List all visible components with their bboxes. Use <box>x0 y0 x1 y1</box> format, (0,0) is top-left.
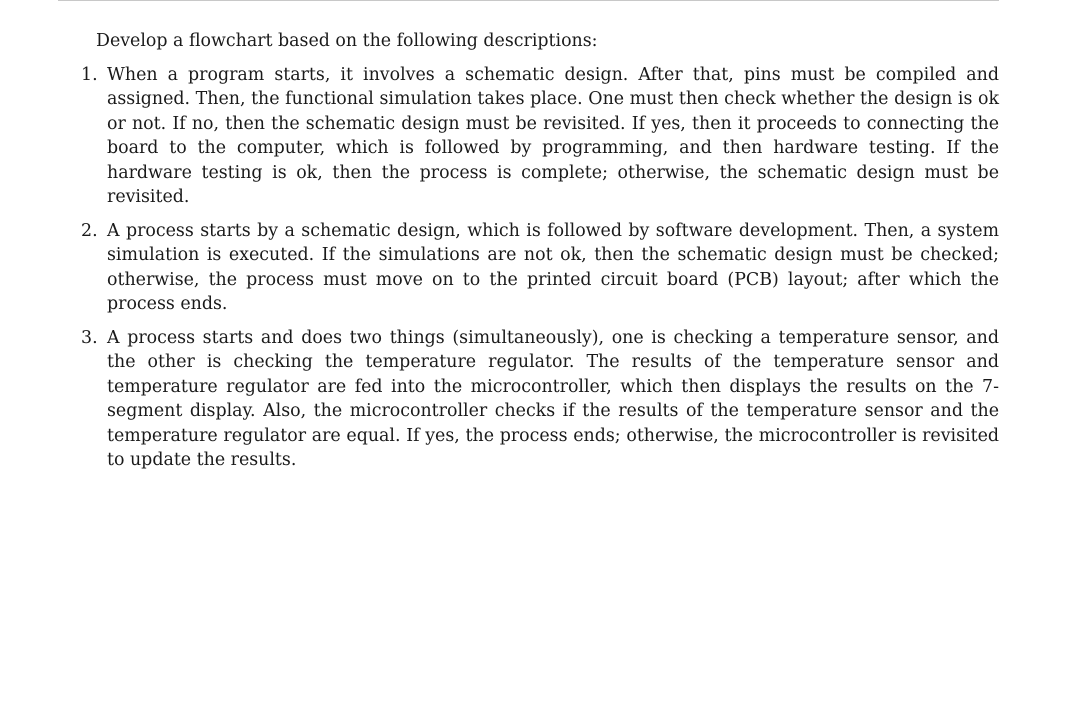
instructions-heading: Develop a flowchart based on the following descriptions: <box>96 31 598 51</box>
list-item-number: 2. <box>81 220 98 241</box>
list-item-number: 3. <box>81 327 98 348</box>
description-list <box>81 63 999 473</box>
list-item <box>81 219 999 317</box>
list-item <box>81 63 999 210</box>
list-item-text: When a program starts, it involves a schematic design. After that, pins must be compiled and assigned. Then, the functional simulation takes place. One must then check whether the design is ok or not. If no, then the schematic design must be revisited. If yes, then it proceeds to connecting the board to the computer, which is followed by programming, and then hardware testing. If the hardware testing is ok, then the process is complete; otherwise, the schematic design must be revisited. <box>107 64 999 207</box>
top-divider <box>58 0 999 1</box>
list-item-number: 1. <box>81 64 98 85</box>
list-item-text: A process starts and does two things (simultaneously), one is checking a temperature sensor, and the other is checking the temperature regulator. The results of the temperature sensor and temperature regulator are fed into the microcontroller, which then displays the results on the 7-segment display. Also, the microcontroller checks if the results of the temperature sensor and the temperature regulator are equal. If yes, the process ends; otherwise, the microcontroller is revisited to update the results. <box>107 327 999 470</box>
document-body <box>81 29 999 482</box>
list-item-text: A process starts by a schematic design, which is followed by software development. Then, a system simulation is executed. If the simulations are not ok, then the schematic design must be checked; otherwise, the process must move on to the printed circuit board (PCB) layout; after which the process ends. <box>107 220 999 314</box>
list-item <box>81 326 999 473</box>
